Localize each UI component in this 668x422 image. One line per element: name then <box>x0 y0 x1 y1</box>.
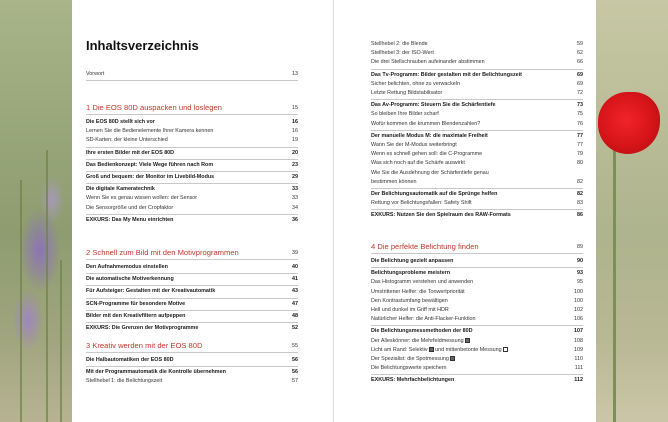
grass-stem <box>20 180 22 422</box>
grass-stem <box>46 150 48 422</box>
toc-entry[interactable] <box>371 178 583 187</box>
entry-page: 69 <box>577 71 583 78</box>
entry-title <box>86 149 174 158</box>
divider <box>371 99 583 100</box>
entry-page: 66 <box>577 59 583 66</box>
entry-title-text: Die digitale Kameratechnik <box>86 186 155 193</box>
toc-entry[interactable] <box>86 194 298 203</box>
toc-entry[interactable] <box>86 324 298 333</box>
entry-page: 77 <box>577 142 583 148</box>
chapter-page: 89 <box>577 244 583 250</box>
divider <box>371 325 583 326</box>
entry-title <box>371 80 460 89</box>
entry-title-text: Der Alleskönner: die Mehrfeldmessung <box>371 337 464 344</box>
entry-title <box>371 150 482 159</box>
toc-entry[interactable] <box>86 287 298 296</box>
entry-page: 62 <box>577 50 583 57</box>
chapter-page: 15 <box>292 105 298 111</box>
entry-page: 100 <box>574 288 583 295</box>
entry-title <box>371 337 470 346</box>
entry-title <box>371 355 455 364</box>
entry-title <box>86 118 155 127</box>
entry-page: 33 <box>292 195 298 202</box>
page-right <box>334 0 596 422</box>
metering-mode-icon <box>450 356 455 361</box>
entry-title-text: Licht am Rand: Selektiv <box>371 346 428 353</box>
toc-entry[interactable] <box>371 58 583 67</box>
entry-title-text: So bleiben Ihre Bilder scharf <box>371 111 439 118</box>
entry-title-text: Die Belichtungswerte speichern <box>371 365 447 372</box>
entry-title <box>371 278 473 287</box>
entry-page: 52 <box>292 325 298 331</box>
chapter-page: 39 <box>292 250 298 256</box>
entry-title <box>371 169 489 178</box>
entry-page: 34 <box>292 204 298 211</box>
entry-title-text: Für Aufsteiger: Gestalten mit der Kreativautomatik <box>86 288 216 295</box>
toc-entry[interactable] <box>371 141 583 150</box>
toc-entry[interactable] <box>371 364 583 373</box>
entry-page: 100 <box>574 297 583 304</box>
entry-title <box>371 199 472 208</box>
entry-title-text: EXKURS: Nutzen Sie den Spielraum des RAW-Formats <box>371 212 511 219</box>
divider <box>371 267 583 268</box>
entry-title-text: Das Av-Programm: Steuern Sie die Schärfentiefe <box>371 102 496 109</box>
divider <box>86 114 298 115</box>
entry-page: 13 <box>292 71 298 77</box>
divider <box>86 366 298 367</box>
entry-page: 109 <box>574 346 583 353</box>
toc-entry[interactable] <box>86 118 298 127</box>
entry-title-text: EXKURS: Die Grenzen der Motivprogramme <box>86 325 199 331</box>
entry-page: 36 <box>292 216 298 223</box>
entry-page: 106 <box>574 316 583 323</box>
toc-entry[interactable] <box>86 161 298 170</box>
toc-entry[interactable] <box>371 150 583 159</box>
toc-entry[interactable] <box>86 204 298 213</box>
entry-page: 56 <box>292 369 298 376</box>
entry-title <box>86 275 174 284</box>
entry-title-text: Bilder mit den Kreativfiltern aufpeppen <box>86 312 186 319</box>
entry-title <box>371 346 508 355</box>
entry-title-text: Stellhebel 2: die Blende <box>371 41 428 47</box>
entry-title <box>371 40 428 49</box>
entry-title <box>86 127 213 136</box>
toc-entry[interactable] <box>86 136 298 145</box>
toc-entry[interactable] <box>86 356 298 365</box>
entry-title-text: und mittenbetonte Messung <box>433 346 502 353</box>
entry-title <box>371 306 449 315</box>
divider <box>86 298 298 299</box>
entry-title <box>371 297 448 306</box>
entry-title <box>86 356 173 365</box>
entry-title <box>371 211 511 220</box>
entry-page: 43 <box>292 288 298 295</box>
entry-page: 16 <box>292 128 298 135</box>
chapter-title: 2 Schnell zum Bild mit den Motivprogrammen <box>86 248 239 257</box>
entry-title-text: Das Histogramm verstehen und anwenden <box>371 279 474 286</box>
divider <box>371 253 583 254</box>
entry-page: 82 <box>577 178 583 185</box>
toc-entry[interactable] <box>86 275 298 284</box>
entry-title <box>86 173 214 182</box>
entry-title <box>86 161 213 170</box>
divider <box>86 214 298 215</box>
toc-entry[interactable] <box>86 300 298 309</box>
entry-title <box>86 216 173 225</box>
entry-title <box>86 287 215 296</box>
entry-page: 90 <box>577 258 583 264</box>
entry-title <box>371 288 465 297</box>
entry-page: 80 <box>577 160 583 167</box>
toc-entry[interactable] <box>371 199 583 208</box>
entry-title <box>86 136 168 145</box>
entry-title-text: Die automatische Motiverkennung <box>86 276 174 283</box>
entry-title-text: SD-Karten: der kleine Unterschied <box>86 137 168 144</box>
toc-entry-vorwort[interactable] <box>86 70 298 79</box>
entry-title <box>371 269 450 278</box>
toc-entry[interactable] <box>86 377 298 386</box>
entry-title-text: Wenn Sie es genau wissen wollen: der Sensor <box>86 195 198 202</box>
entry-title-text: SCN-Programme für besondere Motive <box>86 300 186 307</box>
entry-title <box>371 49 434 58</box>
entry-title-text: Die EOS 80D stellt sich vor <box>86 119 155 125</box>
entry-title <box>371 257 453 266</box>
toc-entry[interactable] <box>371 346 583 355</box>
entry-title-text: Wofür kommen die krummen Blendenzahlen? <box>371 120 481 127</box>
toc-entry[interactable] <box>371 132 583 141</box>
entry-title-text: Umstrittener Helfer: die Tonwertpriorität <box>371 288 465 295</box>
entry-title-text: EXKURS: Das My Menu einrichten <box>86 216 174 223</box>
toc-entry[interactable] <box>371 337 583 346</box>
divider <box>371 209 583 210</box>
entry-title <box>86 324 198 333</box>
entry-page: 56 <box>292 357 298 363</box>
entry-title <box>86 194 197 203</box>
chapter-1-heading[interactable] <box>86 102 298 114</box>
entry-title-text: Wann Sie der M-Modus weiterbringt <box>371 142 457 148</box>
divider <box>86 171 298 172</box>
toc-entry[interactable] <box>371 297 583 306</box>
toc-entry[interactable] <box>371 376 583 385</box>
divider <box>86 285 298 286</box>
toc-entry[interactable] <box>371 355 583 364</box>
entry-page: 110 <box>574 356 583 362</box>
entry-title-text: Hell und dunkel im Griff mit HDR <box>371 307 449 313</box>
entry-page: 77 <box>577 132 583 139</box>
divider <box>86 147 298 148</box>
entry-title <box>371 71 522 80</box>
entry-page: 41 <box>292 276 298 283</box>
divider <box>371 69 583 70</box>
toc-entry[interactable] <box>86 368 298 377</box>
toc-entry[interactable] <box>371 211 583 220</box>
chapter-title: 1 Die EOS 80D auspacken und loslegen <box>86 103 222 112</box>
entry-title-text: Das Tv-Programm: Bilder gestalten mit der Belichtungszeit <box>371 71 522 78</box>
divider <box>86 259 298 260</box>
entry-page: 40 <box>292 264 298 270</box>
entry-page: 112 <box>574 377 583 384</box>
toc-entry[interactable] <box>371 89 583 98</box>
entry-title-text: Natürlicher Helfer: die Anti-Flacker-Funktion <box>371 316 476 323</box>
toc-entry[interactable] <box>371 278 583 287</box>
entry-title <box>86 377 162 386</box>
metering-mode-icon <box>465 338 470 343</box>
entry-title <box>86 368 226 377</box>
toc-entry[interactable] <box>371 120 583 129</box>
entry-page: 57 <box>292 378 298 385</box>
entry-page: 47 <box>292 300 298 307</box>
toc-entry[interactable] <box>371 269 583 278</box>
toc-entry[interactable] <box>86 127 298 136</box>
entry-page: 76 <box>577 120 583 127</box>
entry-title <box>371 120 480 129</box>
entry-page: 20 <box>292 149 298 156</box>
poppy-stem <box>613 150 616 422</box>
entry-page: 59 <box>577 41 583 47</box>
divider <box>371 130 583 131</box>
entry-title <box>371 190 497 199</box>
entry-page: 75 <box>577 111 583 118</box>
entry-title-text: Wenn es schnell gehen soll: die C-Programme <box>371 151 483 158</box>
entry-title-text: Lernen Sie die Bedienelemente Ihrer Kamera kennen <box>86 128 214 135</box>
divider <box>86 273 298 274</box>
toc-entry[interactable] <box>371 159 583 168</box>
divider <box>86 322 298 323</box>
entry-page: 111 <box>574 365 583 372</box>
entry-title-text: Rettung vor Belichtungsfallen: Safety Shift <box>371 200 472 207</box>
entry-title-text: Die Belichtungsmessmethoden der 80D <box>371 328 473 335</box>
entry-page: 16 <box>292 119 298 125</box>
toc-entry[interactable] <box>371 288 583 297</box>
entry-title-text: Die Halbautomatiken der EOS 80D <box>86 357 174 363</box>
toc-entry[interactable] <box>371 80 583 89</box>
entry-page: 82 <box>577 191 583 197</box>
chapter-4-heading[interactable] <box>371 241 583 253</box>
page-left <box>72 0 334 422</box>
chapter-2-heading[interactable] <box>86 247 298 259</box>
entry-title <box>86 300 185 309</box>
entry-title-text: Die drei Stellschrauben aufeinander abstimmen <box>371 59 485 66</box>
entry-title <box>371 141 457 150</box>
metering-mode-icon <box>503 347 508 352</box>
entry-page: 93 <box>577 270 583 277</box>
toc-entry[interactable] <box>371 315 583 324</box>
entry-title <box>86 312 185 321</box>
entry-title-text: Stellhebel 1: die Belichtungszeit <box>86 378 163 385</box>
entry-title <box>86 204 173 213</box>
toc-title: Inhaltsverzeichnis <box>86 38 199 53</box>
entry-title <box>371 58 485 67</box>
toc-entry[interactable] <box>371 110 583 119</box>
divider <box>86 80 298 81</box>
entry-page: 107 <box>574 328 583 335</box>
entry-title-text: Mit der Programmautomatik die Kontrolle übernehmen <box>86 369 226 376</box>
entry-title <box>371 159 465 168</box>
entry-title-text: Sicher belichten, ohne zu verwackeln <box>371 80 460 87</box>
entry-title <box>371 376 454 385</box>
entry-page: 86 <box>577 212 583 219</box>
entry-title-text: Die Belichtung gezielt anpassen <box>371 258 454 264</box>
chapter-3-heading[interactable] <box>86 340 298 352</box>
toc-entry[interactable] <box>86 312 298 321</box>
entry-title <box>371 327 473 336</box>
entry-title-text: Letzte Rettung Bildstabilisator <box>371 90 443 96</box>
entry-title <box>86 185 155 194</box>
entry-page: 48 <box>292 312 298 319</box>
entry-title <box>371 101 496 110</box>
toc-entry[interactable] <box>371 190 583 199</box>
toc-entry[interactable] <box>371 101 583 110</box>
divider <box>86 352 298 353</box>
entry-title <box>371 89 442 98</box>
grass-stem <box>60 260 62 422</box>
entry-page: 102 <box>574 307 583 313</box>
entry-page: 29 <box>292 174 298 180</box>
entry-title-text: Belichtungsprobleme meistern <box>371 270 451 277</box>
entry-title: Vorwort <box>86 71 105 77</box>
entry-page: 95 <box>577 279 583 286</box>
entry-title-text: Wie Sie die Ausdehnung der Schärfentiefe genau <box>371 169 489 176</box>
toc-entry[interactable] <box>371 257 583 266</box>
toc-entry[interactable] <box>371 71 583 80</box>
entry-page: 108 <box>574 337 583 344</box>
entry-title-text: Groß und bequem: der Monitor im Livebild-Modus <box>86 174 215 180</box>
toc-entry[interactable] <box>86 263 298 272</box>
entry-title-text: Stellhebel 3: der ISO-Wert <box>371 50 434 57</box>
toc-entry[interactable] <box>371 49 583 58</box>
chapter-page: 55 <box>292 343 298 349</box>
entry-title <box>371 315 476 324</box>
lavender-photo-left <box>0 0 72 422</box>
entry-title-text: Was sich noch auf die Schärfe auswirkt <box>371 160 465 167</box>
entry-title <box>371 178 417 187</box>
toc-entry[interactable] <box>371 169 583 178</box>
entry-title-text: Der manuelle Modus M: die maximale Freiheit <box>371 132 488 139</box>
divider <box>86 159 298 160</box>
entry-title-text: EXKURS: Mehrfachbelichtungen <box>371 377 455 384</box>
entry-title <box>371 132 488 141</box>
divider <box>371 188 583 189</box>
toc-entry[interactable] <box>86 185 298 194</box>
entry-title-text: Der Spezialist: die Spotmessung <box>371 356 449 362</box>
entry-page: 72 <box>577 90 583 96</box>
divider <box>86 310 298 311</box>
entry-page: 69 <box>577 80 583 87</box>
entry-title-text: Das Bedienkonzept: Viele Wege führen nach Rom <box>86 161 214 168</box>
entry-title-text: Der Belichtungsautomatik auf die Sprünge helfen <box>371 191 498 197</box>
entry-title-text: Den Aufnahmemodus einstellen <box>86 264 168 270</box>
entry-page: 23 <box>292 161 298 168</box>
toc-entry[interactable] <box>371 306 583 315</box>
entry-page: 79 <box>577 151 583 158</box>
toc-entry[interactable] <box>86 173 298 182</box>
toc-entry[interactable] <box>86 216 298 225</box>
toc-entry[interactable] <box>371 40 583 49</box>
entry-title-text: Ihre ersten Bilder mit der EOS 80D <box>86 149 175 156</box>
divider <box>371 374 583 375</box>
chapter-title: 4 Die perfekte Belichtung finden <box>371 242 479 251</box>
toc-entry[interactable] <box>86 149 298 158</box>
entry-title-text: bestimmen können <box>371 178 417 185</box>
entry-page: 19 <box>292 137 298 144</box>
poppy-photo-right <box>596 0 668 422</box>
divider <box>86 183 298 184</box>
entry-title-text: Den Kontrastumfang bewältigen <box>371 297 448 304</box>
entry-title <box>86 263 168 272</box>
entry-title <box>371 110 439 119</box>
entry-title <box>371 364 447 373</box>
entry-page: 33 <box>292 186 298 193</box>
entry-page: 73 <box>577 102 583 109</box>
toc-entry[interactable] <box>371 327 583 336</box>
entry-page: 83 <box>577 200 583 207</box>
chapter-title: 3 Kreativ werden mit der EOS 80D <box>86 341 203 350</box>
entry-title-text: Die Sensorgröße und der Cropfaktor <box>86 204 174 211</box>
